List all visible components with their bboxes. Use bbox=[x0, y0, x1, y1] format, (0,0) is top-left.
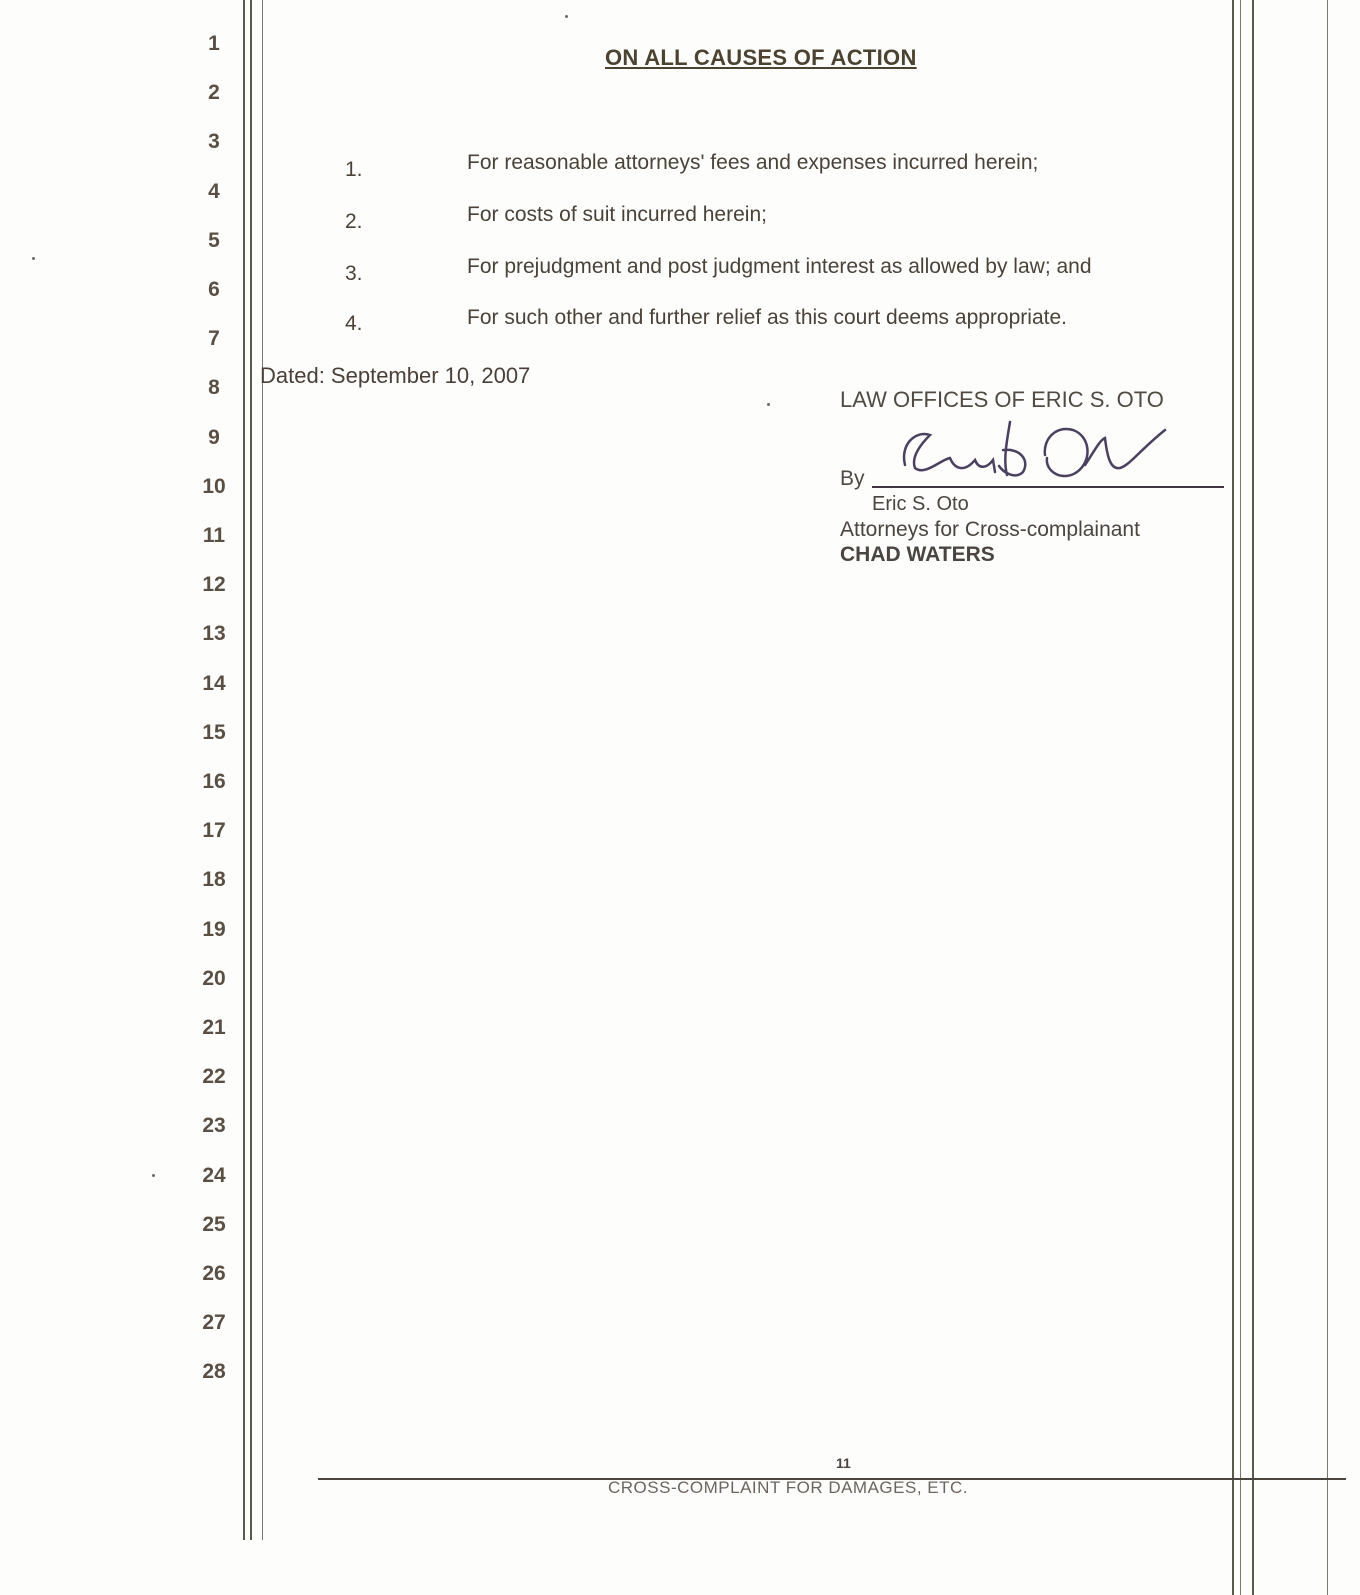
prayer-item-number: 2. bbox=[345, 210, 363, 233]
scan-speck bbox=[32, 257, 35, 260]
signature-line bbox=[872, 486, 1224, 488]
prayer-item-number: 3. bbox=[345, 262, 363, 285]
line-number: 2 bbox=[208, 81, 220, 105]
page-number: 11 bbox=[836, 1455, 851, 1471]
right-margin-rule bbox=[1252, 0, 1254, 1595]
scan-speck bbox=[767, 403, 770, 406]
line-number: 19 bbox=[202, 917, 226, 941]
line-number: 4 bbox=[208, 179, 220, 203]
line-number: 8 bbox=[208, 376, 220, 400]
prayer-item-number: 4. bbox=[345, 312, 363, 335]
line-number: 1 bbox=[208, 32, 220, 55]
prayer-item-text: For such other and further relief as this court deems appropriate. bbox=[467, 306, 1067, 329]
line-number: 20 bbox=[202, 966, 226, 990]
line-number: 13 bbox=[202, 622, 226, 646]
client-name: CHAD WATERS bbox=[840, 543, 995, 566]
line-number: 26 bbox=[202, 1262, 226, 1285]
line-number: 22 bbox=[202, 1065, 226, 1089]
signer-name: Eric S. Oto bbox=[872, 493, 969, 515]
line-number: 15 bbox=[202, 720, 226, 744]
footer-document-title: CROSS-COMPLAINT FOR DAMAGES, ETC. bbox=[608, 1478, 969, 1497]
line-number: 18 bbox=[202, 868, 226, 892]
right-margin-rule bbox=[1232, 0, 1234, 1595]
line-number: 14 bbox=[202, 671, 226, 695]
left-margin-rule bbox=[262, 0, 263, 1540]
prayer-item-text: For prejudgment and post judgment interest as allowed by law; and bbox=[467, 255, 1092, 278]
line-number: 3 bbox=[208, 130, 220, 154]
line-number: 10 bbox=[202, 474, 226, 498]
right-margin-rule bbox=[1240, 0, 1241, 1595]
prayer-item-text: For costs of suit incurred herein; bbox=[467, 203, 767, 226]
right-edge-rule bbox=[1327, 0, 1328, 1595]
scan-speck bbox=[152, 1174, 155, 1177]
line-number: 17 bbox=[202, 819, 226, 843]
line-number: 27 bbox=[202, 1311, 226, 1335]
line-number: 12 bbox=[202, 573, 226, 597]
handwritten-signature bbox=[895, 410, 1185, 490]
line-number: 25 bbox=[202, 1212, 226, 1236]
line-number: 16 bbox=[202, 770, 226, 793]
by-label: By bbox=[840, 467, 865, 490]
line-number: 9 bbox=[208, 425, 220, 449]
line-number: 23 bbox=[202, 1114, 226, 1138]
law-firm-name: LAW OFFICES OF ERIC S. OTO bbox=[840, 387, 1164, 412]
scan-speck bbox=[565, 15, 568, 18]
prayer-item-number: 1. bbox=[345, 158, 363, 181]
left-margin-rule bbox=[250, 0, 252, 1540]
section-heading: ON ALL CAUSES OF ACTION bbox=[605, 45, 917, 70]
line-number: 7 bbox=[208, 327, 220, 351]
signer-role: Attorneys for Cross-complainant bbox=[840, 518, 1140, 541]
line-number: 11 bbox=[202, 524, 226, 547]
line-number: 24 bbox=[202, 1163, 226, 1187]
line-number: 21 bbox=[202, 1016, 226, 1039]
left-margin-rule bbox=[243, 0, 245, 1540]
line-number: 28 bbox=[202, 1360, 226, 1384]
line-number: 5 bbox=[208, 228, 220, 252]
prayer-item-text: For reasonable attorneys' fees and expenses incurred herein; bbox=[467, 151, 1039, 174]
date-line: Dated: September 10, 2007 bbox=[260, 363, 531, 388]
line-number: 6 bbox=[208, 278, 220, 301]
